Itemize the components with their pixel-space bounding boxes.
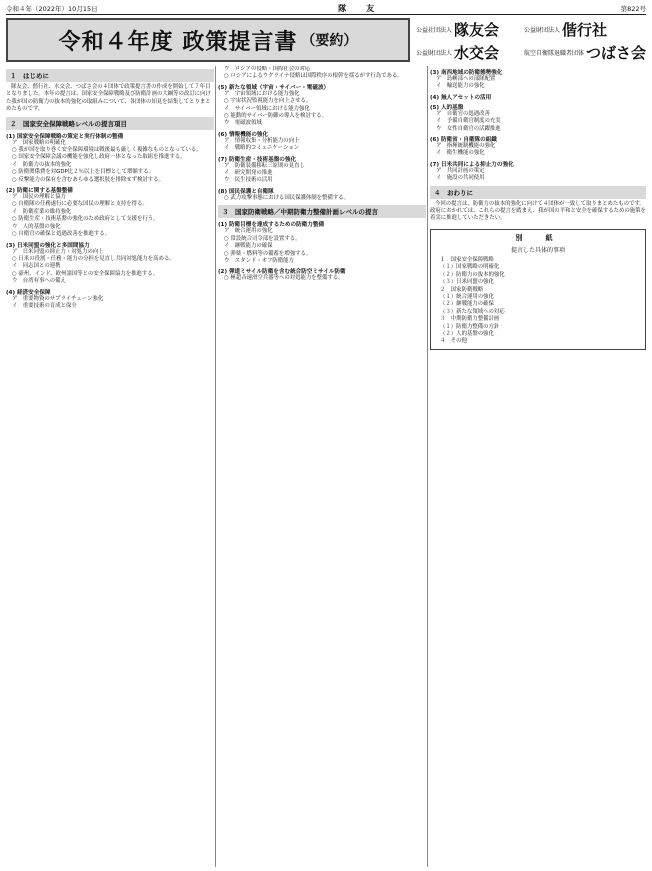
item-heading: (5) 人的基盤 bbox=[430, 104, 464, 111]
header bbox=[6, 18, 646, 64]
list-item: ２ 国家防衛戦略 bbox=[440, 286, 484, 293]
item-heading: (3) 日米同盟の強化と多国間協力 bbox=[6, 242, 90, 249]
list-item: イ 輸送能力の強化 bbox=[436, 83, 485, 90]
list-item: （３）日米同盟の強化 bbox=[440, 279, 494, 286]
list-item: （３）新たな領域への対応 bbox=[440, 308, 505, 315]
page-subtitle: （要約） bbox=[301, 33, 358, 49]
list-item: イ 予備自衛官制度の充実 bbox=[436, 118, 501, 125]
list-item: （１）防衛力整備の方針 bbox=[440, 323, 500, 330]
section-heading: １ はじめに bbox=[6, 69, 214, 82]
list-item: ○ 我が国を取り巻く安全保障環境は戦後最も厳しく複雑なものとなっている。 bbox=[12, 147, 202, 154]
item-heading: (2) 防衛に関する基盤整備 bbox=[6, 188, 73, 195]
item-heading: (4) 無人アセットの活用 bbox=[430, 94, 492, 101]
item-list bbox=[430, 68, 646, 183]
issue-date: 令和４年（2022年）10月15日 bbox=[6, 4, 98, 13]
list-item: ウ 人的基盤の強化 bbox=[12, 223, 61, 230]
list-item: ア 指揮統制機能の強化 bbox=[436, 143, 496, 150]
list-item: ○ 極超音速滑空兵器等への対処能力を整備する。 bbox=[224, 275, 344, 282]
list-item: イ 施設の共同使用 bbox=[436, 175, 485, 182]
list-item: ア 防衛装備移転三原則の見直し bbox=[224, 162, 305, 169]
column-2 bbox=[218, 66, 426, 867]
item-list bbox=[218, 220, 426, 282]
list-item: ア 日米同盟の抑止力・対処力の向上 bbox=[12, 248, 104, 255]
list-item: ○ 反撃能力の保有を含むあらゆる選択肢を排除せず検討する。 bbox=[12, 176, 164, 183]
list-item: ア 国民の理解と協力 bbox=[12, 194, 66, 201]
appendix-box bbox=[430, 229, 646, 350]
list-item: ア 共同計画の策定 bbox=[436, 167, 485, 174]
list-item: ４ その他 bbox=[440, 338, 467, 345]
closing-paragraph: 今回の提言は、防衛力の抜本的強化に向けて４団体が一致して取りまとめたものです。政府におかれては、これらの提言を踏まえ、我が国の平和と安全を確保するための施策を着実に推進していただきたい。 bbox=[430, 200, 646, 222]
item-heading: (6) 防衛省・自衛隊の組織 bbox=[430, 137, 497, 144]
section-heading: ３ 国家防衛戦略／中期防衛力整備計画レベルの提言 bbox=[218, 205, 426, 218]
appendix-subtitle: 提言した具体的事項 bbox=[510, 246, 565, 254]
list-item: ○ 防衛生産・技術基盤の強化のため政府として支援を行う。 bbox=[12, 216, 159, 223]
list-item: （２）防衛力の抜本的強化 bbox=[440, 271, 505, 278]
list-item: ○ 宇宙状況監視能力を向上させる。 bbox=[224, 98, 312, 105]
page-title: 令和４年度 政策提言書 bbox=[58, 28, 298, 55]
item-list bbox=[6, 132, 214, 311]
list-item: ○ 弾薬・燃料等の備蓄を増強する。 bbox=[224, 250, 312, 257]
list-item: ウ スタンド・オフ防衛能力 bbox=[224, 257, 294, 264]
list-item: ○ 常設統合司令部を設置する。 bbox=[224, 235, 301, 242]
list-item: （１）国家戦略の明確化 bbox=[440, 264, 500, 271]
item-list bbox=[218, 66, 426, 202]
list-item: ウ 台湾有事への備え bbox=[12, 278, 66, 285]
appendix-list bbox=[434, 257, 642, 346]
item-heading: (4) 経済安全保障 bbox=[6, 289, 51, 296]
list-item: ○ 能動的サイバー防御の導入を検討する。 bbox=[224, 113, 327, 120]
list-item: イ 防衛力の抜本的強化 bbox=[12, 161, 72, 168]
section-heading: ４ おわりに bbox=[430, 186, 646, 199]
intro-paragraph: 隊友会、偕行社、水交会、つばさ会の４団体で政策提言書の作成を開始して７年目となりました。本年の提言は、国家安全保障戦略及び防衛計画の大綱等の改訂に向けた我が国の防衛力の抜本的強化の取組みについて、各団体の知見を結集してとりまとめたものです。 bbox=[6, 84, 211, 113]
column-1 bbox=[6, 66, 214, 867]
item-heading: (8) 国民保護と自衛隊 bbox=[218, 188, 274, 195]
list-item: イ 重要技術の育成と保全 bbox=[12, 302, 77, 309]
list-item: （２）人的基盤の強化 bbox=[440, 330, 494, 337]
list-item: イ 継戦能力の確保 bbox=[224, 243, 273, 250]
list-item: ○ 自衛隊の任務遂行に必要な国民の理解と支持を得る。 bbox=[12, 201, 148, 208]
list-item: ○ 日米の役割・任務・能力の分担を見直し共同対処能力を高める。 bbox=[12, 255, 175, 262]
list-item: ３ 中期防衛力整備計画 bbox=[440, 316, 500, 323]
list-item: ア 統合運用の強化 bbox=[224, 228, 273, 235]
column-3 bbox=[430, 66, 646, 867]
list-item: ○ ロシアによるウクライナ侵略は国際秩序の根幹を揺るがす行為である。 bbox=[224, 73, 403, 80]
title-box bbox=[6, 18, 410, 62]
item-heading: (2) 弾道ミサイル防衛を含む統合防空ミサイル防衛 bbox=[218, 269, 346, 276]
paper-name: 隊 友 bbox=[338, 3, 381, 13]
list-item: （１）統合運用の強化 bbox=[440, 293, 494, 300]
item-heading: (1) 防衛目標を達成するための防衛力整備 bbox=[218, 222, 325, 229]
list-item: ○ 豪州、インド、欧州諸国等との安全保障協力を推進する。 bbox=[12, 270, 159, 277]
list-item: イ 衛生機能の強化 bbox=[436, 150, 485, 157]
appendix-title: 別 紙 bbox=[515, 233, 561, 242]
item-heading: (5) 新たな領域（宇宙・サイバー・電磁波） bbox=[218, 84, 330, 91]
item-heading: (7) 日米共同による抑止力の強化 bbox=[430, 161, 514, 168]
list-item: ウ ロシアの侵略・国際社会の対応 bbox=[224, 66, 311, 72]
list-item: ア 島嶼部への部隊配置 bbox=[436, 76, 496, 82]
org-4: 航空自衛隊退職者団体 つばさ会 bbox=[523, 44, 646, 62]
list-item: １ 国家安全保障戦略 bbox=[440, 256, 494, 263]
list-item: イ 戦略的コミュニケーション bbox=[224, 145, 300, 152]
organizations bbox=[416, 18, 646, 64]
list-item: イ 研究開発の推進 bbox=[224, 170, 273, 177]
list-item: ア 宇宙領域における能力強化 bbox=[224, 90, 300, 97]
list-item: ウ 民生技術の活用 bbox=[224, 177, 273, 184]
issue-number: 第822号 bbox=[620, 4, 646, 13]
list-item: ウ 電磁波領域 bbox=[224, 120, 262, 127]
item-heading: (3) 南西地域の防衛態勢強化 bbox=[430, 70, 503, 76]
list-item: ○ 自衛官の確保と処遇改善を推進する。 bbox=[12, 231, 111, 238]
list-item: ア 国家戦略の明確化 bbox=[12, 139, 66, 146]
list-item: ○ 国家安全保障会議の機能を強化し政府一体となった取組を推進する。 bbox=[12, 154, 186, 161]
org-1: 公益社団法人 隊友会 bbox=[416, 21, 500, 39]
list-item: ア 情報収集・分析能力の向上 bbox=[224, 137, 300, 144]
list-item: イ サイバー領域における能力強化 bbox=[224, 105, 310, 112]
column-divider bbox=[427, 66, 428, 867]
list-item: ア 自衛官の処遇改善 bbox=[436, 110, 490, 117]
org-2: 公益財団法人 偕行社 bbox=[523, 21, 607, 39]
item-heading: (1) 国家安全保障戦略の策定と実行体制の整備 bbox=[6, 133, 124, 140]
list-item: ○ 武力攻撃事態における国民保護体制を整備する。 bbox=[224, 194, 350, 201]
list-item: ア 重要物資のサプライチェーン強化 bbox=[12, 295, 104, 302]
list-item: ウ 女性自衛官の活躍推進 bbox=[436, 125, 501, 132]
list-item: イ 同志国との連携 bbox=[12, 263, 61, 270]
column-divider bbox=[215, 66, 216, 867]
org-3: 公益財団法人 水交会 bbox=[416, 44, 500, 62]
item-heading: (6) 情報機能の強化 bbox=[218, 131, 269, 138]
list-item: イ 防衛産業の維持強化 bbox=[12, 208, 72, 215]
section-heading: ２ 国家安全保障戦略レベルの提言項目 bbox=[6, 117, 214, 130]
top-line bbox=[6, 2, 646, 15]
list-item: ○ 防衛関係費を対GDP比２％以上を目標として増額する。 bbox=[12, 169, 154, 176]
item-heading: (7) 防衛生産・技術基盤の強化 bbox=[218, 156, 297, 163]
list-item: （２）継戦能力の確保 bbox=[440, 301, 494, 308]
